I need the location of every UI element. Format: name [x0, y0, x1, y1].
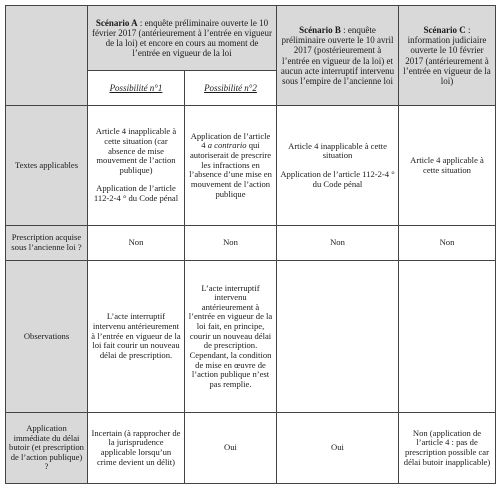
row-label-observations: Observations [6, 261, 88, 413]
textes-b-para1: Article 4 inapplicable à cette situation [288, 140, 387, 161]
corner-cell [6, 6, 88, 106]
cell-observations-b [277, 261, 399, 413]
row-label-textes: Textes applicables [6, 106, 88, 226]
textes-a1-para2: Application de l’article 112-2-4 ° du Code pénal [93, 183, 179, 204]
cell-textes-a2 [185, 106, 277, 226]
textes-b-para2: Application de l’article 112-2-4 ° du Code pénal [280, 169, 395, 189]
cell-observations-a1: L’acte interruptif intervenu antérieurement à l’entrée en vigueur de la loi fait courir un nouveau délai de prescription. [88, 261, 185, 413]
scenario-c-title: Scénario C [423, 25, 466, 36]
cell-application-c: Non (application de l’article 4 : pas de prescription possible car délai butoir inapplicable) [399, 413, 496, 484]
header-row [6, 6, 496, 71]
textes-a2-post: qui autoriserait de prescrire les infractions en l’absence d’une mise en mouvement de l’action publique [189, 140, 272, 199]
cell-prescription-b: Non [277, 226, 399, 261]
cell-observations-a2: L’acte interruptif intervenu antérieurement à l’entrée en vigueur de la loi fait, en principe, courir un nouveau délai de prescription. Cependant, la condition de mise en œuvre de l’action publique n’est pas remplie. [185, 261, 277, 413]
cell-prescription-a2: Non [185, 226, 277, 261]
scenario-b-title: Scénario B [299, 25, 341, 36]
cell-prescription-c: Non [399, 226, 496, 261]
cell-textes-c: Article 4 applicable à cette situation [399, 106, 496, 226]
possibility-1-header [88, 71, 185, 106]
textes-a1-para1: Article 4 inapplicable à cette situation (car absence de mise mouvement de l’action publique) [95, 126, 177, 175]
scenario-a-title: Scénario A [95, 17, 138, 28]
possibility-2-label: Possibilité n°2 [204, 82, 257, 93]
cell-observations-c [399, 261, 496, 413]
cell-prescription-a1: Non [88, 226, 185, 261]
cell-textes-b [277, 106, 399, 226]
cell-application-a1: Incertain (à rapprocher de la jurisprudence applicable lorsqu’un crime devient un délit) [88, 413, 185, 484]
row-label-prescription: Prescription acquise sous l’ancienne loi ? [6, 226, 88, 261]
possibility-2-header [185, 71, 277, 106]
comparison-table [5, 5, 496, 484]
cell-application-a2: Oui [185, 413, 277, 484]
cell-application-b: Oui [277, 413, 399, 484]
row-label-application: Application immédiate du délai butoir (et prescription de l’action publique) ? [6, 413, 88, 484]
scenario-c-header [399, 6, 496, 106]
scenario-a-header [88, 6, 277, 71]
row-prescription [6, 226, 496, 261]
row-textes [6, 106, 496, 226]
scenario-b-header [277, 6, 399, 106]
row-application [6, 413, 496, 484]
scenario-b-text: : enquête préliminaire ouverte le 10 avril 2017 (postérieurement à l’entrée en vigueur de la loi) et aucun acte interruptif intervenu sous l’empire de l’ancienne loi [280, 25, 395, 86]
cell-textes-a1 [88, 106, 185, 226]
textes-a2-italic: a contrario [207, 140, 247, 151]
scenario-c-text: : information judiciaire ouverte le 10 février 2017 (antérieurement à l’entrée en vigueur de la loi) [403, 25, 491, 86]
row-observations [6, 261, 496, 413]
scenario-a-text: : enquête préliminaire ouverte le 10 février 2017 (antérieurement à l’entrée en vigueur de la loi) et encore en cours au moment de l’entrée en vigueur de la loi [92, 17, 272, 59]
textes-a2-pre: Application de l’article 4 [190, 130, 271, 151]
possibility-1-label: Possibilité n°1 [109, 82, 163, 93]
